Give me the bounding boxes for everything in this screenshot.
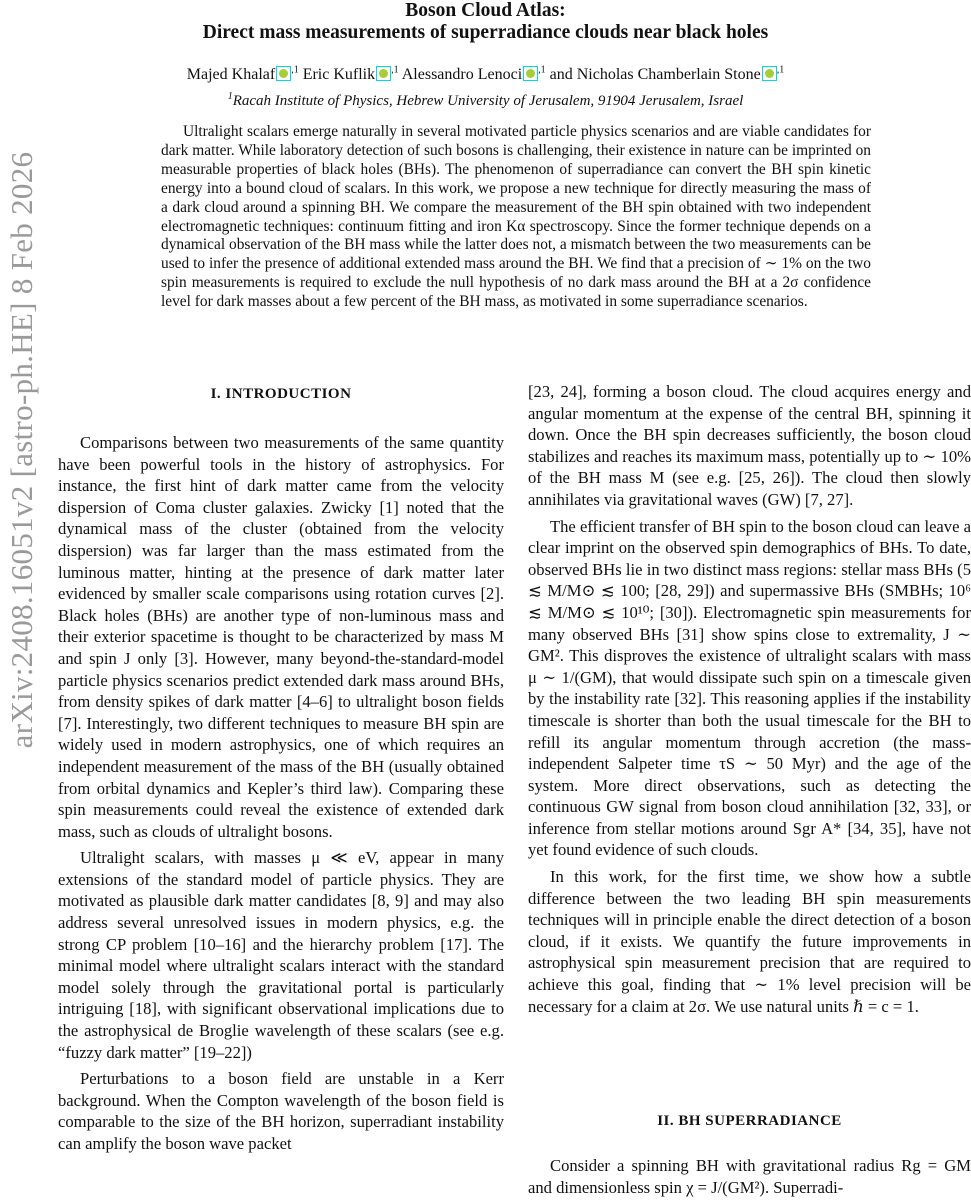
paragraph: Consider a spinning BH with gravitational radius Rg = GM and dimensionless spin χ = J/(GM²). Superradi- bbox=[528, 1156, 971, 1197]
author-list: Majed Khalaf $^{,1}$ Eric Kuflik $^{,1}$ Alessandro Lenoci $^{,1}$ and Nicholas Chamberlain Stone $^{,1}$ bbox=[186, 64, 785, 83]
arxiv-identifier: arXiv:2408.16051v2 [astro-ph.HE] 8 Feb 2026 bbox=[4, 151, 39, 749]
section-heading-superradiance: II. BH SUPERRADIANCE bbox=[657, 1113, 842, 1129]
paragraph: Ultralight scalars, with masses μ ≪ eV, appear in many extensions of the standard model of particle physics. They are motivated as plausible dark matter candidates [8, 9] and may also address several unresolved issues in modern physics, e.g. the strong CP problem [10–16] and the hierarchy problem [17]. The minimal model where ultralight scalars interact with the standard model solely through the gravitational portal is particularly intriguing [18], with significant observational implications due to the astrophysical de Broglie wavelength of these scalars (see e.g. “fuzzy dark matter” [19–22]) bbox=[58, 848, 504, 1062]
author-affil-mark: ,1 bbox=[776, 64, 785, 76]
paper-title-line-2: Direct mass measurements of superradiance clouds near black holes bbox=[202, 22, 769, 43]
section-heading-introduction: I. INTRODUCTION bbox=[210, 386, 352, 402]
paragraph: Comparisons between two measurements of the same quantity have been powerful tools in the history of astrophysics. For instance, the first hint of dark matter came from the velocity dispersion of Coma cluster galaxies. Zwicky [1] noted that the dynamical mass of the cluster (obtained from the velocity dispersion) was far larger than the mass estimated from the luminous matter, hinting at the presence of dark matter later evidenced by smaller scale comparisons using rotation curves [2]. Black holes (BHs) are another type of non-luminous mass and their exterior spacetime is thought to be characterized by mass M and spin J only [3]. However, many beyond-the-standard-model particle physics scenarios predict extended dark mass around BHs, from density spikes of dark matter [4–6] to ultralight boson fields [7]. Interestingly, two different techniques to measure BH spin are widely used in modern astrophysics, one of which requires an independent measurement of the mass of the BH (usually obtained from orbital dynamics and Kepler’s third law). Comparing these spin measurements could reveal the existence of extended dark mass, such as clouds of ultralight bosons. bbox=[58, 433, 504, 841]
orcid-icon[interactable] bbox=[276, 66, 291, 81]
author-name: Majed Khalaf bbox=[186, 66, 276, 83]
paper-title-line-1: Boson Cloud Atlas: bbox=[405, 0, 566, 21]
author-affil-mark: ,1 bbox=[391, 64, 399, 76]
author-name: Nicholas Chamberlain Stone bbox=[576, 66, 761, 83]
author-affil-mark: ,1 bbox=[538, 64, 546, 76]
author-affil-mark: ,1 bbox=[291, 64, 299, 76]
right-column-text bbox=[528, 381, 971, 1022]
author-name: Eric Kuflik bbox=[302, 66, 376, 83]
paragraph: Perturbations to a boson field are unstable in a Kerr background. When the Compton wavelength of the boson field is comparable to the size of the BH horizon, superradiant instability can amplify the boson wave packet bbox=[58, 1069, 504, 1153]
right-column-text-continued bbox=[528, 1155, 971, 1203]
paragraph: [23, 24], forming a boson cloud. The cloud acquires energy and angular momentum at the expense of the central BH, spinning it down. Once the BH spin decreases sufficiently, the boson cloud stabilizes and reaches its maximum mass, potentially up to ∼ 10% of the BH mass M (see e.g. [25, 26]). The cloud then slowly annihilates via gravitational waves (GW) [7, 27]. bbox=[528, 382, 971, 509]
orcid-icon[interactable] bbox=[376, 66, 391, 81]
author-name: Alessandro Lenoci bbox=[401, 66, 523, 83]
affiliation-text: Racah Institute of Physics, Hebrew University of Jerusalem, 91904 Jerusalem, Israel bbox=[232, 93, 744, 109]
orcid-icon[interactable] bbox=[523, 66, 538, 81]
abstract: Ultralight scalars emerge naturally in several motivated particle physics scenarios and are viable candidates for dark matter. While laboratory detection of such bosons is challenging, their existence in nature can be imprinted on measurable properties of black holes (BHs). The phenomenon of superradiance can convert the BH spin kinetic energy into a bound cloud of scalars. In this work, we propose a new technique for directly measuring the mass of a dark cloud around a spinning BH. We compare the measurement of the BH spin obtained with two independent electromagnetic techniques: continuum fitting and iron Kα spectroscopy. Since the former technique depends on a dynamical observation of the BH mass while the latter does not, a mismatch between the two measurements can be used to infer the presence of additional extended mass around the BH. We find that a precision of ∼ 1% on the two spin measurements is required to exclude the null hypothesis of no dark mass around the BH at a 2σ confidence level for dark masses about a few percent of the BH mass, as motivated in some superradiance scenarios. bbox=[161, 123, 871, 311]
orcid-icon[interactable] bbox=[762, 66, 777, 81]
left-column-text bbox=[58, 432, 504, 1160]
affiliation bbox=[0, 90, 971, 112]
affiliation-mark: 1 bbox=[227, 91, 233, 102]
paragraph: In this work, for the first time, we show how a subtle difference between the two leading BH spin measurements techniques will in principle enable the direct detection of a boson cloud, if it exists. We quantify the future improvements in astrophysical spin measurement precision that are required to achieve this goal, finding that ∼ 1% level precision will be necessary for a claim at 2σ. We use natural units ℏ = c = 1. bbox=[528, 867, 971, 1016]
paragraph: The efficient transfer of BH spin to the boson cloud can leave a clear imprint on the observed spin demographics of BHs. To date, observed BHs lie in two distinct mass regions: stellar mass BHs (5 ≲ M/M⊙ ≲ 100; [28, 29]) and supermassive BHs (SMBHs; 10⁶ ≲ M/M⊙ ≲ 10¹⁰; [30]). Electromagnetic spin measurements for many observed BHs [31] show spins close to extremality, J ∼ GM². This disproves the existence of ultralight scalars with mass μ ∼ 1/(GM), that would dissipate such spin on a timescale given by the instability rate [32]. This reasoning applies if the instability timescale is shorter than both the usual timescale for the BH to refill its angular momentum through accretion (the mass-independent Salpeter time τS ∼ 50 Myr) and the age of the system. More direct observations, such as detecting the continuous GW signal from boson cloud annihilation [32, 33], or inference from stellar motions around Sgr A* [34, 35], have not yet found evidence of such clouds. bbox=[528, 516, 971, 860]
